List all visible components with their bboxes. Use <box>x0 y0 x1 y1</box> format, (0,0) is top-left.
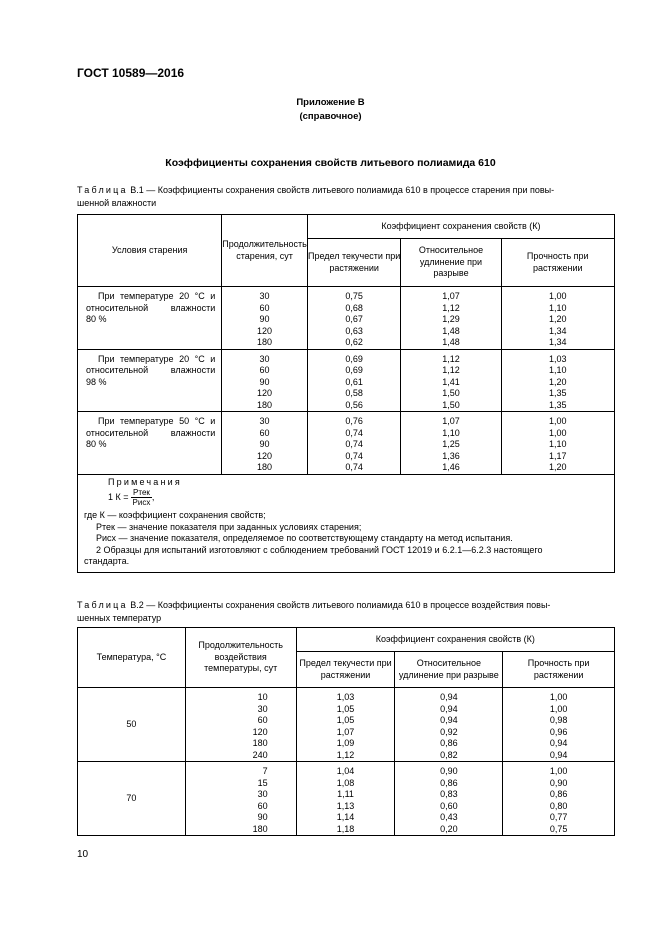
note-where: где К — коэффициент сохранения свойств; <box>84 510 266 520</box>
cell: 0,43 <box>440 812 458 822</box>
cell: 0,92 <box>440 726 458 737</box>
cell: 1,48 <box>442 337 460 347</box>
cell: 0,75 <box>345 291 363 301</box>
cell: 7 <box>262 766 268 776</box>
condition-line: 98 % <box>86 376 107 387</box>
table2-header-duration: Продолжительность воздействия температуры, сут <box>185 628 296 688</box>
table1-notes <box>78 474 615 572</box>
cell: 1,00 <box>548 416 567 426</box>
table2-durations <box>185 688 296 762</box>
cell: 0,86 <box>440 738 458 748</box>
table2-yield <box>296 762 395 836</box>
cell: 1,08 <box>336 777 355 788</box>
cell: 1,10 <box>548 439 567 449</box>
cell: 1,46 <box>442 462 460 472</box>
cell: 1,11 <box>337 789 354 799</box>
cell: 0,69 <box>345 353 363 364</box>
cell: 0,76 <box>345 416 363 426</box>
cell: 0,90 <box>440 766 458 776</box>
cell: 90 <box>259 439 270 449</box>
table2-row <box>78 762 615 836</box>
cell: 1,12 <box>442 302 460 313</box>
table2-yield <box>296 688 395 762</box>
cell: 240 <box>252 749 268 760</box>
cell: 1,35 <box>548 388 567 398</box>
cell: 0,80 <box>549 800 568 811</box>
table1-durations <box>222 287 308 350</box>
formula-prefix: 1 К = <box>108 491 129 502</box>
table1-condition <box>78 349 222 412</box>
cell: 1,03 <box>548 353 567 364</box>
table2-caption-text2: шенных температур <box>77 613 162 623</box>
cell: 120 <box>257 450 273 461</box>
cell: 0,83 <box>440 789 458 799</box>
cell: 0,63 <box>345 325 363 336</box>
cell: 0,86 <box>440 777 458 788</box>
cell: 60 <box>259 365 270 375</box>
fraction-denominator: Pисх <box>132 498 151 507</box>
note-2-cont: стандарта. <box>84 556 130 566</box>
table1-yield <box>307 349 401 412</box>
cell: 1,10 <box>548 302 567 313</box>
condition-line: При температуре 20 °С и <box>98 291 216 301</box>
cell: 0,67 <box>345 314 363 324</box>
appendix-title: Приложение В <box>296 97 365 108</box>
cell: 1,07 <box>442 416 460 426</box>
cell: 1,04 <box>336 766 355 776</box>
table2-caption-label: Таблица <box>77 600 128 610</box>
cell: 30 <box>259 353 270 364</box>
table1-elongation <box>401 287 501 350</box>
notes-title: Примечания <box>108 476 182 487</box>
cell: 1,36 <box>442 450 460 461</box>
cell: 1,05 <box>336 703 355 714</box>
condition-line: относительной влажности <box>86 365 216 375</box>
table1-caption-text: В.1 — Коэффициенты сохранения свойств литьевого полиамида 610 в процессе старения при повы- <box>127 185 555 195</box>
cell: 0,75 <box>549 823 568 834</box>
note-2: 2 Образцы для испытаний изготовляют с соблюдением требований ГОСТ 12019 и 6.2.1—6.2.3 настоящего <box>96 544 543 555</box>
cell: 180 <box>257 337 273 347</box>
cell: 1,20 <box>548 462 567 472</box>
cell: 0,58 <box>345 388 363 398</box>
condition-line: При температуре 50 °С и <box>98 416 216 426</box>
cell: 180 <box>252 823 268 834</box>
cell: 0,56 <box>345 399 363 410</box>
cell: 0,94 <box>549 738 568 748</box>
cell: 1,14 <box>336 812 355 822</box>
table1-durations <box>222 349 308 412</box>
table2-header-yield: Предел текучести при растяжении <box>296 652 395 688</box>
cell: 30 <box>259 416 270 426</box>
appendix-subtitle: (справочное) <box>299 111 362 122</box>
cell: 10 <box>257 692 268 702</box>
cell: 1,34 <box>548 337 567 347</box>
note-ptek: Pтек — значение показателя при заданных условиях старения; <box>96 521 362 532</box>
table1-condition <box>78 412 222 475</box>
table2 <box>77 627 615 836</box>
table2-header-group: Коэффициент сохранения свойств (К) <box>296 628 614 652</box>
cell: 0,74 <box>345 439 363 449</box>
cell: 60 <box>257 800 268 811</box>
cell: 1,13 <box>336 800 355 811</box>
condition-line: относительной влажности <box>86 302 216 313</box>
condition-line: 80 % <box>86 439 107 449</box>
condition-line: относительной влажности <box>86 427 216 438</box>
cell: 30 <box>257 789 268 799</box>
cell: 1,48 <box>442 325 460 336</box>
cell: 1,07 <box>442 291 460 301</box>
section-title: Коэффициенты сохранения свойств литьевого полиамида 610 <box>165 157 496 169</box>
table1-header-condition: Условия старения <box>78 215 222 287</box>
cell: 0,69 <box>345 365 363 375</box>
cell: 90 <box>259 314 270 324</box>
table1-elongation <box>401 349 501 412</box>
cell: 1,10 <box>548 365 567 375</box>
cell: 1,12 <box>442 365 460 375</box>
cell: 0,94 <box>549 749 568 760</box>
note-pisx: Pисх — значение показателя, определяемое по соответствующему стандарту на метод испытания. <box>96 533 513 543</box>
cell: 1,10 <box>442 427 460 438</box>
cell: 0,74 <box>345 462 363 472</box>
standard-number: ГОСТ 10589—2016 <box>77 66 185 80</box>
cell: 90 <box>259 376 270 387</box>
table1-caption <box>77 184 617 210</box>
cell: 180 <box>257 399 273 410</box>
cell: 0,77 <box>549 812 568 822</box>
cell: 0,68 <box>345 302 363 313</box>
table1-row <box>78 412 615 475</box>
table1-condition <box>78 287 222 350</box>
cell: 1,50 <box>442 388 460 398</box>
table2-caption <box>77 599 617 625</box>
cell: 60 <box>259 302 270 313</box>
table2-header-elongation: Относительное удлинение при разрыве <box>395 652 503 688</box>
formula-fraction <box>131 488 152 507</box>
table2-header-strength: Прочность при растяжении <box>503 652 615 688</box>
cell: 0,90 <box>549 777 568 788</box>
cell: 0,61 <box>345 376 363 387</box>
table1-header-group: Коэффициент сохранения свойств (К) <box>307 215 614 239</box>
table1-elongation <box>401 412 501 475</box>
cell: 1,05 <box>336 715 355 725</box>
cell: 180 <box>252 738 268 748</box>
table1-strength <box>501 349 615 412</box>
cell: 0,94 <box>440 715 458 725</box>
cell: 1,29 <box>442 314 460 324</box>
table1-header-elongation: Относительное удлинение при разрыве <box>401 239 501 287</box>
cell: 1,50 <box>442 399 460 410</box>
table2-strength <box>503 762 615 836</box>
cell: 0,96 <box>549 726 568 737</box>
formula: 1 К = $\frac{\text{Pтек}}{\text{Pисх}}$ , <box>108 488 155 507</box>
condition-line: При температуре 20 °С и <box>98 353 216 364</box>
table2-elongation <box>395 762 503 836</box>
table1-yield <box>307 287 401 350</box>
condition-line: 80 % <box>86 314 107 324</box>
table2-header-temp: Температура, °С <box>78 628 186 688</box>
cell: 0,74 <box>345 427 363 438</box>
table2-temp: 70 <box>78 762 186 836</box>
cell: 1,00 <box>548 291 567 301</box>
table1-caption-label: Таблица <box>77 185 128 195</box>
cell: 1,35 <box>548 399 567 410</box>
cell: 180 <box>257 462 273 472</box>
cell: 1,00 <box>549 766 568 776</box>
cell: 120 <box>252 726 268 737</box>
table2-caption-text: В.2 — Коэффициенты сохранения свойств литьевого полиамида 610 в процессе воздействия повы- <box>127 600 551 610</box>
cell: 1,17 <box>548 450 567 461</box>
table2-row <box>78 688 615 762</box>
appendix-heading <box>0 96 661 124</box>
table2-elongation <box>395 688 503 762</box>
cell: 1,41 <box>442 376 460 387</box>
cell: 1,09 <box>336 738 355 748</box>
cell: 15 <box>257 777 268 788</box>
table1-yield <box>307 412 401 475</box>
cell: 1,00 <box>549 703 568 714</box>
cell: 0,82 <box>440 749 458 760</box>
table1-header-yield: Предел текучести при растяжении <box>307 239 401 287</box>
cell: 0,94 <box>440 692 458 702</box>
cell: 1,12 <box>336 749 355 760</box>
cell: 1,20 <box>548 314 567 324</box>
cell: 1,00 <box>548 427 567 438</box>
table2-durations <box>185 762 296 836</box>
cell: 0,74 <box>345 450 363 461</box>
table1-caption-text2: шенной влажности <box>77 198 157 208</box>
table1-row <box>78 349 615 412</box>
cell: 90 <box>257 812 268 822</box>
cell: 30 <box>257 703 268 714</box>
table2-temp: 50 <box>78 688 186 762</box>
cell: 60 <box>259 427 270 438</box>
cell: 0,94 <box>440 703 458 714</box>
cell: 0,62 <box>345 337 363 347</box>
cell: 0,86 <box>549 789 568 799</box>
cell: 0,98 <box>549 715 568 725</box>
cell: 60 <box>257 715 268 725</box>
page-number: 10 <box>77 849 89 860</box>
cell: 1,34 <box>548 325 567 336</box>
cell: 1,25 <box>442 439 460 449</box>
cell: 1,03 <box>336 692 355 702</box>
cell: 1,00 <box>549 692 568 702</box>
fraction-numerator: Pтек <box>133 488 150 497</box>
table1 <box>77 214 615 573</box>
table1-header-strength: Прочность при растяжении <box>501 239 615 287</box>
cell: 120 <box>257 325 273 336</box>
table1-strength <box>501 287 615 350</box>
cell: 0,20 <box>440 823 458 834</box>
table1-header-duration: Продолжительность старения, сут <box>222 215 308 287</box>
table1-row <box>78 287 615 350</box>
cell: 30 <box>259 291 270 301</box>
table2-strength <box>503 688 615 762</box>
cell: 1,12 <box>442 353 460 364</box>
cell: 1,07 <box>336 726 355 737</box>
table1-strength <box>501 412 615 475</box>
table1-durations <box>222 412 308 475</box>
cell: 120 <box>257 388 273 398</box>
cell: 1,20 <box>548 376 567 387</box>
cell: 0,60 <box>440 800 458 811</box>
cell: 1,18 <box>336 823 355 834</box>
